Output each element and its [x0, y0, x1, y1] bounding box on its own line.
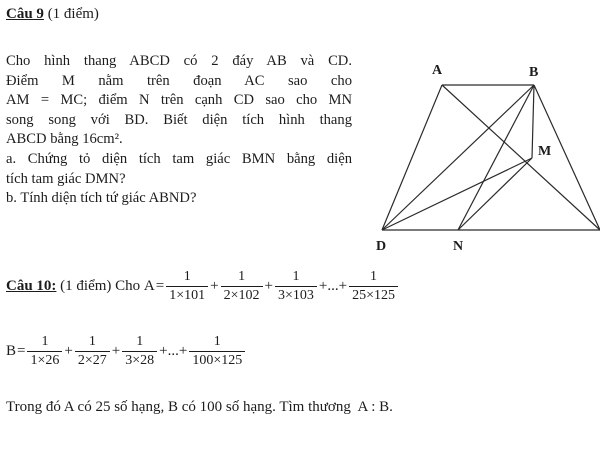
plus-sign: + — [111, 343, 121, 359]
q9-line: Cho hình thang ABCD có 2 đáy AB và CD. — [6, 53, 352, 69]
fraction-b2: $\frac{1}{2\times 27}$ — [75, 333, 110, 370]
fraction-a2: $\frac{1}{2\times 102}$ — [221, 268, 263, 305]
label-b: B — [529, 65, 539, 80]
segment-bm — [532, 85, 534, 158]
q9-line: b. Tính diện tích tứ giác ABND? — [6, 190, 197, 207]
plus-sign: + — [264, 278, 273, 294]
ellipsis-plus: +...+ — [159, 343, 188, 359]
ellipsis-plus: +...+ — [318, 278, 348, 294]
label-d: D — [376, 239, 387, 254]
q9-line: a. Chứng tỏ diện tích tam giác BMN bằng diện — [6, 150, 352, 167]
label-n: N — [453, 239, 464, 254]
fraction-a25: $\frac{1}{25\times 125}$ — [349, 268, 398, 305]
edge-da — [382, 85, 442, 230]
plus-sign: + — [210, 278, 219, 294]
q9-line: tích tam giác DMN? — [6, 170, 126, 187]
trapezoid-figure — [370, 58, 600, 258]
equals-sign: = — [17, 343, 26, 359]
segment-mn — [458, 158, 532, 230]
q9-line: AM = MC; điểm N trên cạnh CD sao cho MN — [6, 92, 352, 109]
fraction-a3: $\frac{1}{3\times 103}$ — [275, 268, 317, 305]
segment-dm — [382, 158, 532, 230]
question-9-text — [6, 52, 352, 209]
var-a: A — [143, 278, 155, 294]
var-b: B — [6, 343, 17, 359]
equals-sign: = — [155, 278, 165, 294]
segment-ac — [442, 85, 600, 230]
question-10-label: Câu 10: — [6, 278, 57, 294]
q9-line: ABCD bằng 16cm². — [6, 131, 123, 148]
question-10-conclusion: Trong đó A có 25 số hạng, B có 100 số hạng. Tìm thương A : B. — [6, 399, 393, 415]
fraction-a1: $\frac{1}{1\times 101}$ — [166, 268, 208, 305]
fraction-b1: $\frac{1}{1\times 26}$ — [27, 333, 62, 370]
fraction-b3: $\frac{1}{3\times 28}$ — [122, 333, 157, 370]
plus-sign: + — [64, 343, 73, 359]
q9-line: Điểm M nằm trên đoạn AC sao cho — [6, 72, 352, 89]
label-m: M — [538, 144, 552, 159]
question-10-a-row — [6, 268, 399, 305]
segment-bn — [458, 85, 534, 230]
label-a: A — [432, 63, 443, 78]
segment-bd — [382, 85, 534, 230]
q9-line: song song với BD. Biết diện tích hình thang — [6, 111, 352, 128]
question-10-b-row — [6, 333, 246, 370]
question-9-points: (1 điểm) — [43, 6, 99, 22]
question-9-label: Câu 9 — [6, 6, 44, 22]
question-9-heading — [6, 6, 99, 23]
question-10-points: (1 điểm) Cho — [56, 278, 144, 294]
fraction-b100: $\frac{1}{100\times 125}$ — [189, 333, 245, 370]
